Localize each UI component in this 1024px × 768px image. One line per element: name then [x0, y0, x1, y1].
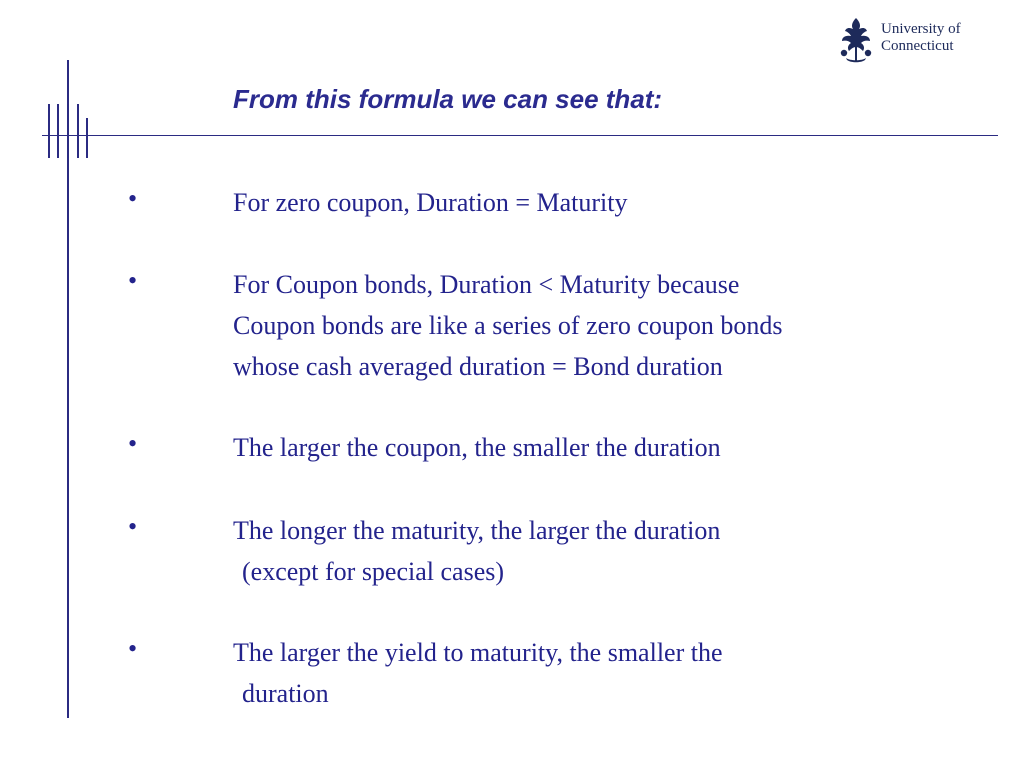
bullet-dot: • — [128, 429, 138, 458]
decorative-vertical-line — [77, 104, 79, 158]
bullet-line: duration — [242, 679, 329, 708]
slide-title: From this formula we can see that: — [233, 84, 663, 114]
decorative-vertical-line — [57, 104, 59, 158]
bullet-line: Coupon bonds are like a series of zero coupon bonds — [233, 311, 783, 340]
bullet-line: For Coupon bonds, Duration < Maturity because — [233, 270, 740, 299]
decorative-vertical-line-main — [67, 60, 69, 718]
bullet-line: The larger the coupon, the smaller the duration — [233, 433, 721, 462]
bullet-text — [233, 632, 723, 714]
logo-line-1: University of — [881, 21, 961, 37]
bullet-line: whose cash averaged duration = Bond duration — [233, 352, 723, 381]
bullet-dot: • — [128, 184, 138, 213]
bullet-line: The larger the yield to maturity, the smaller the — [233, 638, 723, 667]
decorative-vertical-line — [86, 118, 88, 158]
bullet-text — [233, 264, 782, 387]
bullet-line: (except for special cases) — [242, 557, 505, 586]
bullet-dot: • — [128, 512, 138, 541]
university-logo — [834, 16, 994, 68]
bullet-text — [233, 510, 720, 592]
decorative-vertical-line — [48, 104, 50, 158]
bullet-text — [233, 182, 627, 223]
oak-leaf-icon — [834, 16, 878, 68]
bullet-dot: • — [128, 634, 138, 663]
logo-line-2: Connecticut — [881, 38, 954, 54]
logo-wordmark — [881, 21, 961, 55]
bullet-dot: • — [128, 266, 138, 295]
title-underline — [42, 135, 998, 136]
bullet-line: For zero coupon, Duration = Maturity — [233, 188, 628, 217]
bullet-line: The longer the maturity, the larger the duration — [233, 516, 721, 545]
bullet-text — [233, 427, 721, 468]
